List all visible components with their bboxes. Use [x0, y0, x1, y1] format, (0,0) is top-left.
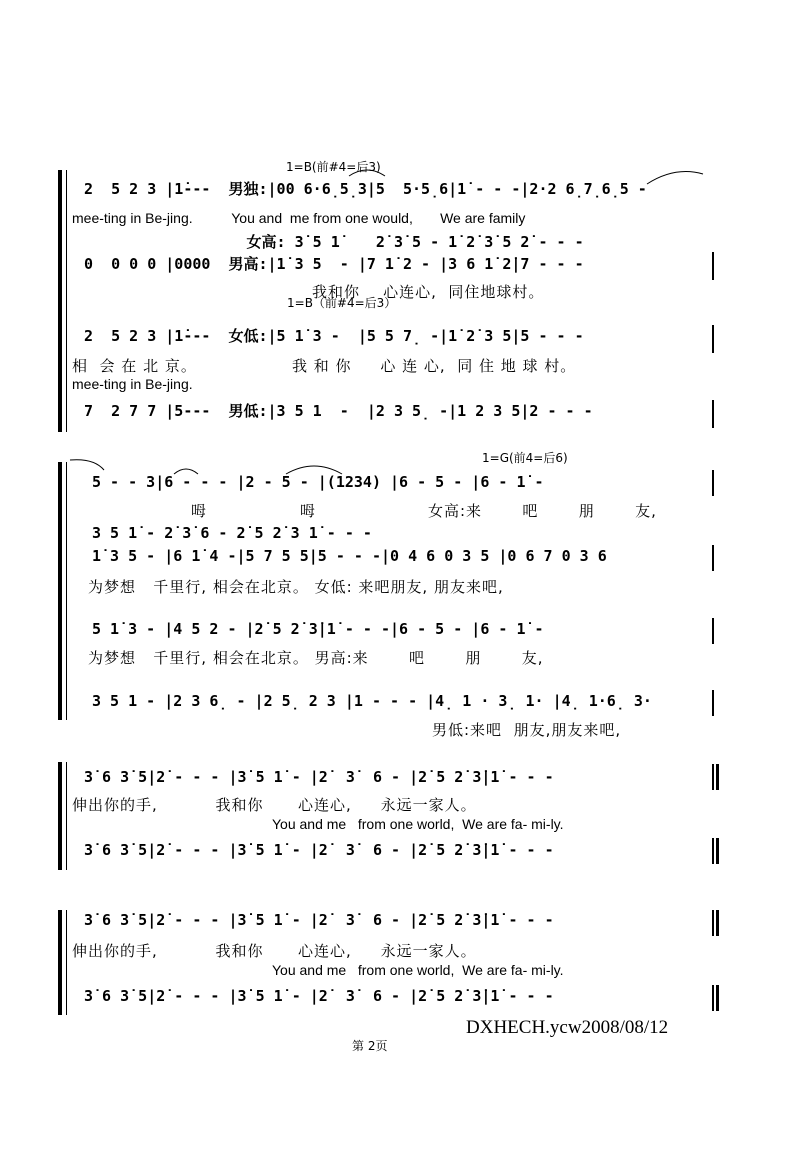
final-barline	[716, 985, 719, 1011]
system-bracket	[58, 462, 62, 720]
notation-row: 女高: 3̇ 5 1̇ 2̇ 3̇ 5 - 1̇ 2̇ 3̇ 5 2̇ - - -	[84, 233, 584, 251]
notation-row: 3̇ 6 3̇ 5|2̇ - - - |3̇ 5 1̇ - |2̇ 3̇ 6 - |2̇ 5 2̇ 3̇|1̇ - - -	[84, 911, 554, 929]
lyric-chinese: 男低:来吧 朋友,朋友来吧,	[432, 721, 622, 739]
notation-row: 5 - - 3|6 - - - |2 - 5 - |(1234) |6 - 5 - |6 - 1̇ -	[92, 473, 544, 491]
notation-row: 3̇ 6 3̇ 5|2̇ - - - |3̇ 5 1̇ - |2̇ 3̇ 6 - |2̇ 5 2̇ 3̇|1̇ - - -	[84, 987, 554, 1005]
lyric-chinese: 我和你 心连心, 同住地球村。	[312, 283, 545, 301]
lyric-chinese: 呣	[300, 502, 317, 520]
final-barline	[712, 838, 714, 864]
notation-row: 3 5 1̇ - 2̇ 3̇ 6 - 2̇ 5 2̇ 3 1̇ - - -	[92, 524, 372, 542]
system-line	[66, 462, 67, 720]
lyric-english: mee-ting in Be-jing. You and me from one would, We are family	[72, 210, 526, 226]
system-line	[66, 762, 67, 870]
key-signature: 1=B（前#4=后3）	[287, 296, 397, 310]
final-barline	[716, 838, 719, 864]
lyric-chinese: 为梦想 千里行, 相会在北京。 女低: 来吧朋友, 朋友来吧,	[88, 578, 504, 596]
lyric-english: You and me from one world, We are fa- mi-ly.	[272, 816, 564, 832]
notation-row: 3 5 1 - |2 3 6̣ - |2 5̣ 2 3 |1 - - - |4̣ 1 · 3̣ 1· |4̣ 1·6̣ 3·	[92, 692, 652, 710]
system-bracket	[58, 762, 62, 870]
lyric-english: mee-ting in Be-jing.	[72, 376, 193, 392]
notation-row: 2 5 2 3 |1̇--- 女低:|5 1̇ 3 - |5 5 7̣ -|1̇ 2̇ 3 5|5 - - -	[84, 327, 584, 345]
notation-row: 2 5 2 3 |1̇--- 男独:|00 6·6̣5̣3|5 5·5̣6|1̇ - - -|2·2 6̣7̣6̣5 -	[84, 180, 647, 198]
system-line	[66, 170, 67, 432]
tie-mark	[68, 456, 106, 472]
notation-row: 3̇ 6 3̇ 5|2̇ - - - |3̇ 5 1̇ - |2̇ 3̇ 6 - |2̇ 5 2̇ 3̇|1̇ - - -	[84, 841, 554, 859]
system-bracket	[58, 910, 62, 1015]
lyric-chinese: 呣	[191, 502, 208, 520]
lyric-chinese: 女高:来 吧 朋 友,	[428, 502, 657, 520]
notation-row: 3̇ 6 3̇ 5|2̇ - - - |3̇ 5 1̇ - |2̇ 3̇ 6 - |2̇ 5 2̇ 3̇|1̇ - - -	[84, 768, 554, 786]
tie-mark	[645, 166, 705, 186]
final-barline	[712, 985, 714, 1011]
system-bracket	[58, 170, 62, 432]
page-number: 第 2页	[352, 1039, 388, 1053]
lyric-chinese: 伸出你的手, 我和你 心连心, 永远一家人。	[72, 796, 477, 814]
end-barline	[712, 470, 714, 496]
system-line	[66, 910, 67, 1015]
final-barline	[716, 910, 719, 936]
lyric-chinese: 我 和 你 心 连 心, 同 住 地 球 村。	[292, 357, 577, 375]
final-barline	[712, 910, 714, 936]
end-barline	[712, 690, 714, 716]
end-barline	[712, 325, 714, 353]
key-signature: 1=B(前#4=后3)	[286, 160, 381, 174]
end-barline	[712, 618, 714, 644]
final-barline	[712, 764, 714, 790]
lyric-chinese: 相 会 在 北 京。	[72, 357, 197, 375]
notation-row: 5 1̇ 3 - |4 5 2 - |2̇ 5 2̇ 3̇|1̇ - - -|6 - 5 - |6 - 1̇ -	[92, 620, 544, 638]
tie-mark	[347, 164, 387, 178]
lyric-chinese: 为梦想 千里行, 相会在北京。 男高:来 吧 朋 友,	[88, 649, 544, 667]
notation-row: 1̇ 3 5 - |6 1̇ 4 -|5 7 5 5|5 - - -|0 4 6 0 3 5 |0 6 7 0 3 6	[92, 547, 607, 565]
notation-row: 7 2 7 7 |5--- 男低:|3 5 1 - |2 3 5̣ -|1 2 3 5|2 - - -	[84, 402, 593, 420]
end-barline	[712, 545, 714, 571]
final-barline	[716, 764, 719, 790]
key-signature: 1=G(前4=后6)	[482, 451, 568, 465]
signature: DXHECH.ycw2008/08/12	[466, 1017, 669, 1038]
end-barline	[712, 400, 714, 428]
end-barline	[712, 252, 714, 280]
notation-row: 0 0 0 0 |0000 男高:|1̇ 3 5 - |7 1̇ 2 - |3 6 1̇ 2̇|7 - - -	[84, 255, 584, 273]
lyric-english: You and me from one world, We are fa- mi-ly.	[272, 962, 564, 978]
lyric-chinese: 伸出你的手, 我和你 心连心, 永远一家人。	[72, 942, 477, 960]
